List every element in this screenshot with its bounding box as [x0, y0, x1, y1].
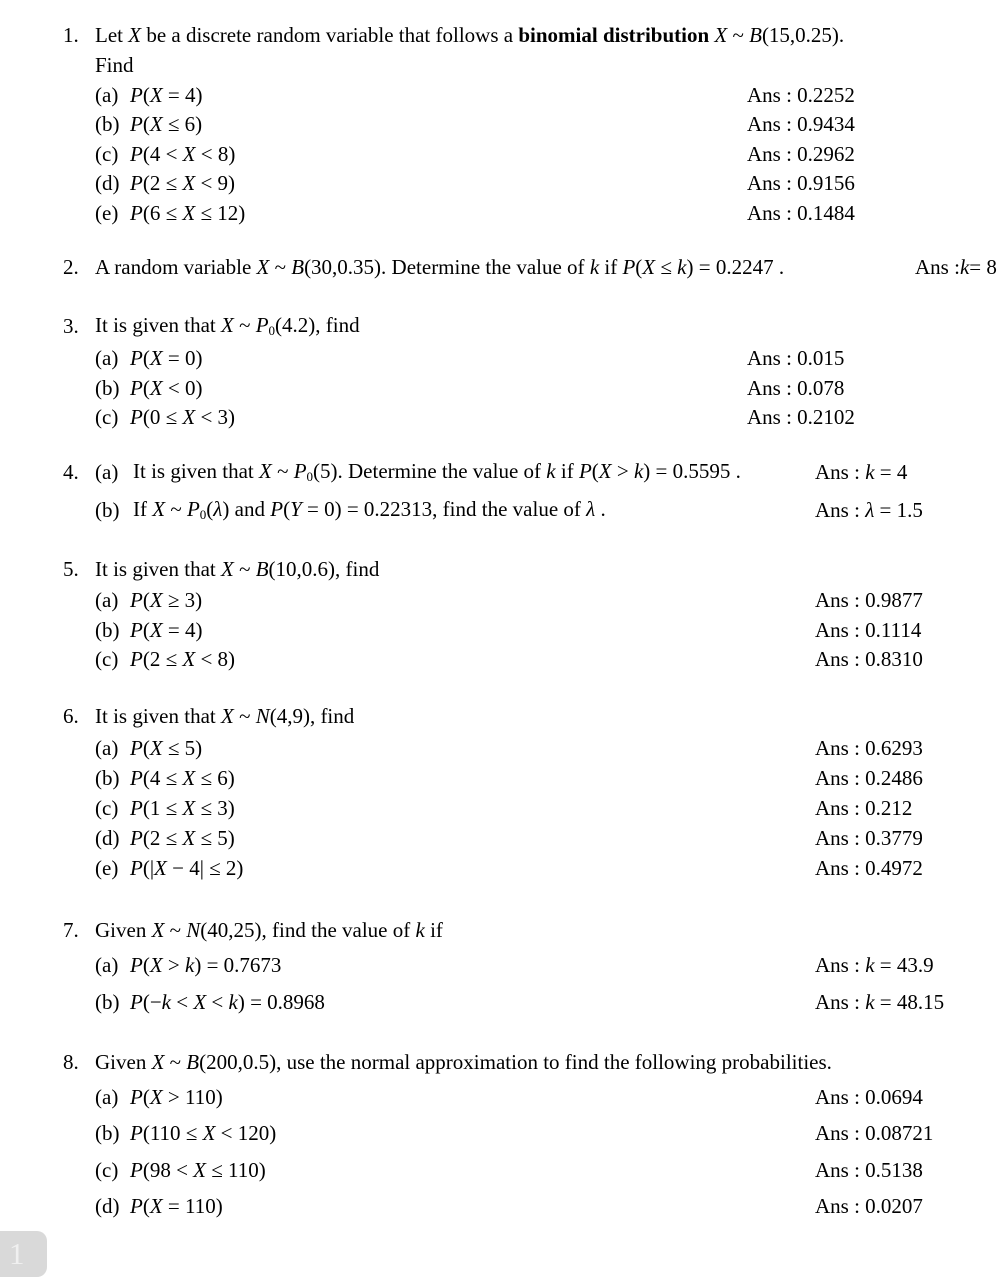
- part-label: (b): [95, 497, 120, 522]
- part-label: (a): [95, 82, 119, 107]
- question-number: 4.: [63, 459, 79, 484]
- question-3-intro-line: [63, 308, 997, 344]
- part-answer: Ans : 0.9434: [747, 112, 855, 137]
- part-label: (e): [95, 855, 119, 880]
- question-5-intro-line: [63, 553, 997, 586]
- part-expression: P(X = 110): [130, 1194, 223, 1219]
- question-intro: It is given that X ~ B(10,0.6), find: [95, 557, 380, 581]
- part-expression: P(4 < X < 8): [130, 141, 236, 166]
- part-label: (c): [95, 795, 119, 820]
- question-8-intro-line: [63, 1046, 997, 1079]
- part-expression: P(6 ≤ X ≤ 12): [130, 200, 246, 225]
- part-label: (d): [95, 825, 120, 850]
- part-answer: Ans : 0.078: [747, 375, 845, 400]
- part-label: (a): [95, 953, 119, 977]
- part-answer: Ans : 0.015: [747, 346, 845, 371]
- question-5-part-c: [63, 645, 997, 675]
- part-expression: P(X > 110): [130, 1084, 223, 1109]
- part-expression: P(1 ≤ X ≤ 3): [130, 795, 235, 820]
- part-answer: Ans : 0.3779: [815, 825, 923, 850]
- part-label: (c): [95, 1157, 119, 1182]
- part-answer: Ans : 0.5138: [815, 1157, 923, 1182]
- question-number: 7.: [63, 918, 79, 942]
- question-intro: A random variable X ~ B(30,0.35). Determine the value of k if P(X ≤ k) = 0.2247 .: [95, 254, 785, 279]
- part-expression: If X ~ P0(λ) and P(Y = 0) = 0.22313, find the value of λ .: [133, 497, 606, 522]
- question-4: [0, 453, 997, 529]
- question-6-part-b: [63, 763, 997, 793]
- part-answer: Ans : 0.8310: [815, 647, 923, 672]
- inline-answer: Ans : k = 8: [915, 254, 997, 279]
- question-number: 6.: [63, 704, 79, 728]
- part-answer: Ans : 0.08721: [815, 1121, 934, 1146]
- part-expression: P(4 ≤ X ≤ 6): [130, 765, 235, 790]
- part-label: (a): [95, 459, 119, 484]
- question-7-part-b: [63, 984, 997, 1021]
- question-7: [0, 914, 997, 1021]
- part-expression: P(X = 4): [130, 617, 203, 642]
- question-7-part-a: [63, 947, 997, 984]
- question-6-part-d: [63, 823, 997, 853]
- question-intro: Given X ~ N(40,25), find the value of k if: [95, 918, 443, 942]
- question-7-intro-line: [63, 914, 997, 947]
- question-number: 5.: [63, 557, 79, 581]
- question-1-part-a: [63, 81, 997, 111]
- part-expression: P(X > k) = 0.7673: [130, 953, 282, 977]
- part-label: (c): [95, 405, 119, 430]
- question-1-part-b: [63, 110, 997, 140]
- question-3: [0, 308, 997, 433]
- question-number: 3.: [63, 313, 79, 338]
- page-number-badge: [0, 1231, 47, 1277]
- part-label: (b): [95, 990, 120, 1014]
- part-answer: Ans : 0.2102: [747, 405, 855, 430]
- question-6-part-e: [63, 853, 997, 883]
- part-answer: Ans : 0.1114: [815, 617, 922, 642]
- part-answer: Ans : 0.2252: [747, 82, 855, 107]
- part-answer: Ans : 0.9156: [747, 171, 855, 196]
- part-label: (a): [95, 588, 119, 613]
- part-answer: Ans : 0.2486: [815, 765, 923, 790]
- question-8-part-c: [63, 1152, 997, 1189]
- question-intro: It is given that X ~ P0(4.2), find: [95, 313, 360, 338]
- part-label: (c): [95, 141, 119, 166]
- part-label: (a): [95, 735, 119, 760]
- question-2: [0, 252, 997, 282]
- question-1-part-d: [63, 169, 997, 199]
- part-expression: P(X ≤ 6): [130, 112, 203, 137]
- part-label: (e): [95, 200, 119, 225]
- question-6: [0, 700, 997, 883]
- part-expression: P(98 < X ≤ 110): [130, 1157, 266, 1182]
- part-expression: P(2 ≤ X < 8): [130, 647, 236, 672]
- part-answer: Ans : 0.0694: [815, 1084, 923, 1109]
- part-expression: P(X ≤ 5): [130, 735, 203, 760]
- part-label: (b): [95, 617, 120, 642]
- part-label: (b): [95, 112, 120, 137]
- question-intro: Let X be a discrete random variable that follows a binomial distribution X ~ B(15,0.25).: [95, 23, 845, 47]
- question-3-part-a: [63, 344, 997, 374]
- question-6-intro-line: [63, 700, 997, 733]
- question-8: [0, 1046, 997, 1225]
- question-1-part-e: [63, 199, 997, 229]
- part-expression: P(0 ≤ X < 3): [130, 405, 236, 430]
- part-expression: P(X = 0): [130, 346, 203, 371]
- question-1-find-line: [63, 51, 997, 81]
- part-expression: P(X ≥ 3): [130, 588, 203, 613]
- question-8-part-a: [63, 1079, 997, 1116]
- question-8-part-b: [63, 1116, 997, 1153]
- part-expression: P(110 ≤ X < 120): [130, 1121, 277, 1146]
- part-label: (a): [95, 346, 119, 371]
- part-expression: P(X = 4): [130, 82, 203, 107]
- part-label: (a): [95, 1084, 119, 1109]
- question-5-part-a: [63, 586, 997, 616]
- part-answer: Ans : 0.2962: [747, 141, 855, 166]
- part-expression: P(|X − 4| ≤ 2): [130, 855, 244, 880]
- part-expression: P(−k < X < k) = 0.8968: [130, 990, 325, 1014]
- page-number: 1: [9, 1236, 25, 1271]
- part-answer: Ans : λ = 1.5: [815, 497, 923, 522]
- part-expression: P(X < 0): [130, 375, 203, 400]
- question-number: 1.: [63, 23, 79, 47]
- part-answer: Ans : 0.9877: [815, 588, 923, 613]
- question-5: [0, 553, 997, 675]
- part-answer: Ans : 0.4972: [815, 855, 923, 880]
- question-intro: Given X ~ B(200,0.5), use the normal approximation to find the following probabilities.: [95, 1050, 832, 1074]
- question-5-part-b: [63, 616, 997, 646]
- find-label: Find: [95, 53, 134, 78]
- part-answer: Ans : k = 48.15: [815, 990, 945, 1014]
- question-3-part-c: [63, 403, 997, 433]
- part-expression: It is given that X ~ P0(5). Determine the value of k if P(X > k) = 0.5595 .: [133, 459, 741, 484]
- part-answer: Ans : 0.6293: [815, 735, 923, 760]
- part-answer: Ans : 0.0207: [815, 1194, 923, 1219]
- part-answer: Ans : 0.212: [815, 795, 913, 820]
- question-intro: It is given that X ~ N(4,9), find: [95, 704, 355, 728]
- part-label: (b): [95, 765, 120, 790]
- question-1-intro-line: [63, 20, 997, 51]
- question-6-part-c: [63, 793, 997, 823]
- part-answer: Ans : 0.1484: [747, 200, 855, 225]
- question-number: 2.: [63, 254, 79, 279]
- question-1-part-c: [63, 140, 997, 170]
- part-label: (d): [95, 171, 120, 196]
- part-answer: Ans : k = 43.9: [815, 953, 934, 977]
- question-6-part-a: [63, 733, 997, 763]
- question-1: [0, 20, 997, 228]
- question-2-intro-line: [63, 252, 997, 282]
- part-label: (c): [95, 647, 119, 672]
- part-label: (b): [95, 375, 120, 400]
- question-8-part-d: [63, 1189, 997, 1226]
- part-label: (d): [95, 1194, 120, 1219]
- part-expression: P(2 ≤ X < 9): [130, 171, 236, 196]
- part-label: (b): [95, 1121, 120, 1146]
- question-3-part-b: [63, 374, 997, 404]
- question-4-part-a: [63, 453, 997, 491]
- question-number: 8.: [63, 1050, 79, 1074]
- part-expression: P(2 ≤ X ≤ 5): [130, 825, 235, 850]
- question-4-part-b: [63, 491, 997, 529]
- part-answer: Ans : k = 4: [815, 459, 908, 484]
